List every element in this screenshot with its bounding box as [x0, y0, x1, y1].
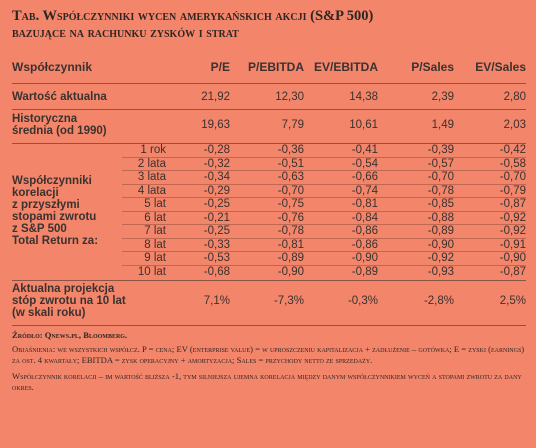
row-label-line: stopami zwrotu	[12, 211, 97, 223]
row-label	[12, 281, 166, 322]
table-cell: -0,89	[351, 265, 378, 278]
row-label	[12, 110, 166, 141]
row-label-line: Total Return za:	[12, 235, 99, 247]
table-cell: -0,92	[454, 211, 526, 225]
table-cell: -0,85	[378, 198, 454, 212]
table-cell: -0,42	[454, 144, 526, 158]
table-cell: 1,49	[431, 119, 454, 131]
table-cell: -0,81	[304, 198, 378, 212]
table-cell: 2,80	[503, 90, 526, 103]
table-cell: -0,93	[427, 265, 454, 278]
row-label-line: korelacji	[12, 187, 59, 199]
row-label-line: Współczynniki	[12, 175, 92, 187]
table-cell: -0,21	[166, 211, 230, 225]
column-header: P/Sales	[411, 60, 454, 74]
table-cell: 14,38	[349, 90, 378, 103]
period-label: 1 rok	[122, 144, 166, 158]
row-label: Wartość aktualna	[12, 90, 107, 103]
period-label: 5 lat	[122, 198, 166, 212]
table-cell: -0,34	[166, 171, 230, 185]
table-cell: -0,92	[378, 252, 454, 266]
column-header: EV/EBITDA	[313, 60, 378, 74]
table-cell: -0,78	[230, 225, 304, 239]
table-cell: 2,39	[431, 90, 454, 103]
table-cell: -0,78	[378, 184, 454, 198]
period-label: 7 lat	[122, 225, 166, 239]
table-cell: -0,75	[230, 198, 304, 212]
table-cell: -0,74	[304, 184, 378, 198]
period-label: 9 lat	[122, 252, 166, 266]
table-cell: -0,91	[454, 238, 526, 252]
table-cell: -0,89	[378, 225, 454, 239]
table-cell: -0,53	[166, 252, 230, 266]
row-label	[12, 144, 122, 279]
period-label: 8 lat	[122, 238, 166, 252]
table-cell: -7,3%	[273, 295, 304, 307]
column-header: P/EBITDA	[247, 60, 304, 74]
table-cell: -0,87	[454, 198, 526, 212]
table-cell: -0,86	[304, 238, 378, 252]
table-cell: -0,70	[230, 184, 304, 198]
period-label: 2 lata	[122, 157, 166, 171]
table-cell: -0,51	[230, 157, 304, 171]
historical-average-row	[12, 110, 526, 141]
row-label-line: stóp zwrotu na 10 lat	[12, 295, 126, 307]
table-cell: 10,61	[349, 119, 378, 131]
table-cell: -0,86	[304, 225, 378, 239]
table-cell: -0,39	[378, 144, 454, 158]
row-label-line: średnia (od 1990)	[12, 125, 107, 137]
table-cell: -0,28	[166, 144, 230, 158]
table-cell: -0,32	[166, 157, 230, 171]
table-cell: 2,03	[503, 119, 526, 131]
table-cell: -2,8%	[423, 295, 454, 307]
row-label-line: z przyszłymi	[12, 199, 80, 211]
table-cell: -0,25	[166, 198, 230, 212]
table-cell: -0,58	[454, 157, 526, 171]
table-cell: 19,63	[201, 119, 230, 131]
period-label: 10 lat	[137, 265, 166, 278]
period-label: 4 lata	[122, 184, 166, 198]
table-cell: -0,84	[304, 211, 378, 225]
table-cell: -0,57	[378, 157, 454, 171]
column-header: EV/Sales	[475, 60, 526, 74]
column-header: P/E	[210, 60, 230, 74]
table-cell: -0,54	[304, 157, 378, 171]
row-label-line: z S&P 500	[12, 223, 67, 235]
table-cell: 7,1%	[203, 295, 230, 307]
table-cell: 2,5%	[499, 295, 526, 307]
table-cell: -0,66	[304, 171, 378, 185]
table-cell: -0,70	[378, 171, 454, 185]
table-cell: -0,36	[230, 144, 304, 158]
title-line-1: Tab. Współczynniki wycen amerykańskich akcji (S&P 500)	[12, 8, 374, 24]
correlation-note: Współczynnik korelacji – im wartość bliższa -1, tym silniejsza ujemna korelacja między danym współczynnikiem wyceń a stopami zwrotu za dany okres.	[12, 371, 522, 392]
table-cell: 7,79	[281, 119, 304, 131]
table-cell: -0,81	[230, 238, 304, 252]
row-label-line: (w skali roku)	[12, 307, 86, 319]
table-cell: -0,68	[203, 265, 230, 278]
header-row	[12, 58, 526, 76]
table-cell: -0,92	[454, 225, 526, 239]
table-cell: -0,29	[166, 184, 230, 198]
table-cell: -0,87	[499, 265, 526, 278]
table-cell: -0,70	[454, 171, 526, 185]
valuation-table	[12, 58, 526, 321]
table-cell: -0,90	[277, 265, 304, 278]
period-label: 3 lata	[122, 171, 166, 185]
row-label-line: Aktualna projekcja	[12, 283, 115, 295]
table-row	[12, 144, 526, 158]
table-cell: -0,25	[166, 225, 230, 239]
table-title	[12, 8, 526, 42]
table-cell: -0,90	[304, 252, 378, 266]
footnotes	[12, 325, 526, 393]
title-line-2: bazujące na rachunku zysków i strat	[12, 25, 239, 41]
table-cell: -0,90	[378, 238, 454, 252]
correlation-rows	[12, 144, 526, 279]
table-cell: 21,92	[201, 90, 230, 103]
table-cell: -0,90	[454, 252, 526, 266]
table-cell: 12,30	[275, 90, 304, 103]
table-cell: -0,3%	[347, 295, 378, 307]
explanation-note: Objaśnienia: we wszystkich współcz. P = cena; EV (enterprise value) = w uproszczeniu kapitalizacja + zadłużenie – gotówka; E = zyski (earnings) za ost. 4 kwartały; EBITDA = zysk operacyjny + amortyzacja; Sales = przychody netto ze sprzedaży.	[12, 344, 525, 365]
table-cell: -0,63	[230, 171, 304, 185]
table-cell: -0,76	[230, 211, 304, 225]
table-cell: -0,89	[230, 252, 304, 266]
period-label: 6 lat	[122, 211, 166, 225]
projection-row	[12, 281, 526, 322]
current-value-row	[12, 88, 526, 105]
column-header: Współczynnik	[12, 60, 93, 74]
table-cell: -0,88	[378, 211, 454, 225]
table-cell: -0,79	[454, 184, 526, 198]
table-cell: -0,33	[166, 238, 230, 252]
source-note: Źródło: Qnews.pl, Bloomberg.	[12, 330, 128, 340]
table-cell: -0,41	[304, 144, 378, 158]
row-label-line: Historyczna	[12, 113, 78, 125]
